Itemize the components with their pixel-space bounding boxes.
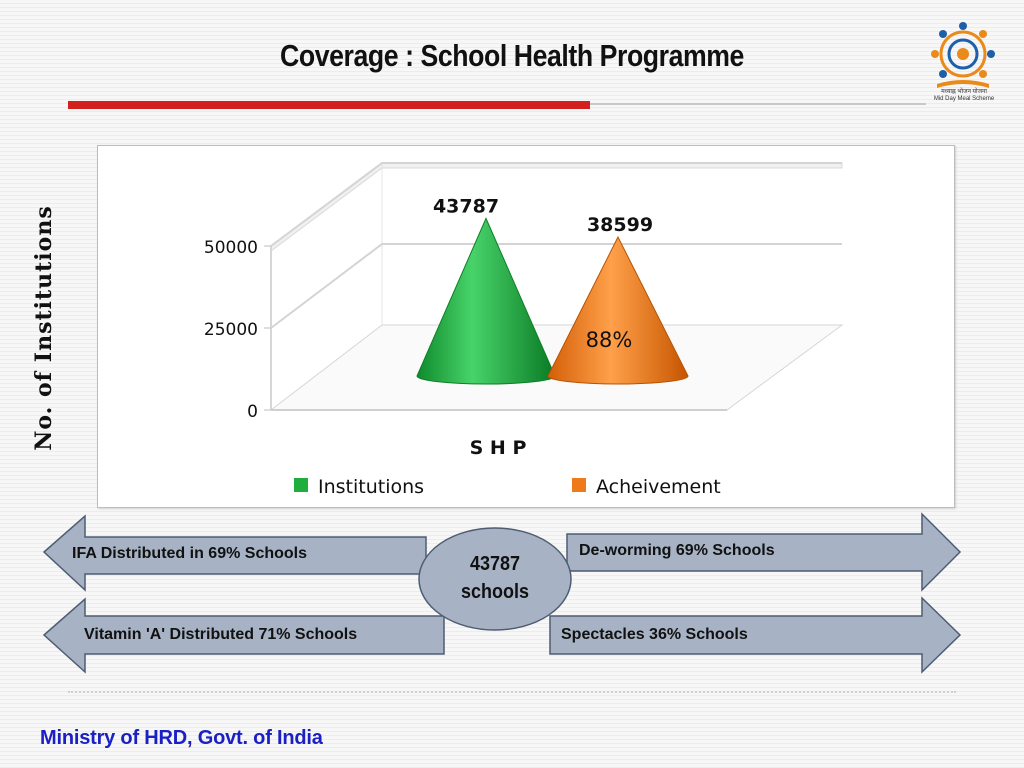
center-schools-unit: schools bbox=[460, 581, 530, 603]
spectacles-text: Spectacles 36% Schools bbox=[561, 626, 748, 643]
slide-title: Coverage : School Health Programme bbox=[280, 38, 744, 73]
y-tick-label: 25000 bbox=[203, 320, 258, 340]
y-tick-label: 50000 bbox=[203, 238, 258, 258]
ifa-text: IFA Distributed in 69% Schools bbox=[72, 545, 307, 562]
logo-caption-english: Mid Day Meal Scheme bbox=[933, 96, 995, 102]
legend-label-acheivement: Acheivement bbox=[596, 476, 721, 498]
center-schools-value: 43787 bbox=[469, 553, 521, 575]
y-axis-side-label: No. of Institutions bbox=[31, 205, 57, 451]
deworming-text: De-worming 69% Schools bbox=[579, 542, 775, 559]
footer-divider bbox=[68, 691, 956, 693]
x-axis-label: S H P bbox=[469, 437, 527, 459]
footer-ministry: Ministry of HRD, Govt. of India bbox=[40, 727, 323, 749]
data-label-institutions: 43787 bbox=[432, 195, 500, 218]
y-tick-label: 0 bbox=[247, 402, 258, 422]
legend-label-institutions: Institutions bbox=[318, 476, 425, 498]
center-schools-label bbox=[427, 550, 564, 606]
achievement-percent-annotation: 88% bbox=[585, 328, 633, 352]
vitamin-a-text: Vitamin 'A' Distributed 71% Schools bbox=[84, 626, 358, 643]
logo-caption-hindi: मध्याह्न भोजन योजना bbox=[941, 89, 987, 95]
data-label-acheivement: 38599 bbox=[586, 214, 654, 237]
